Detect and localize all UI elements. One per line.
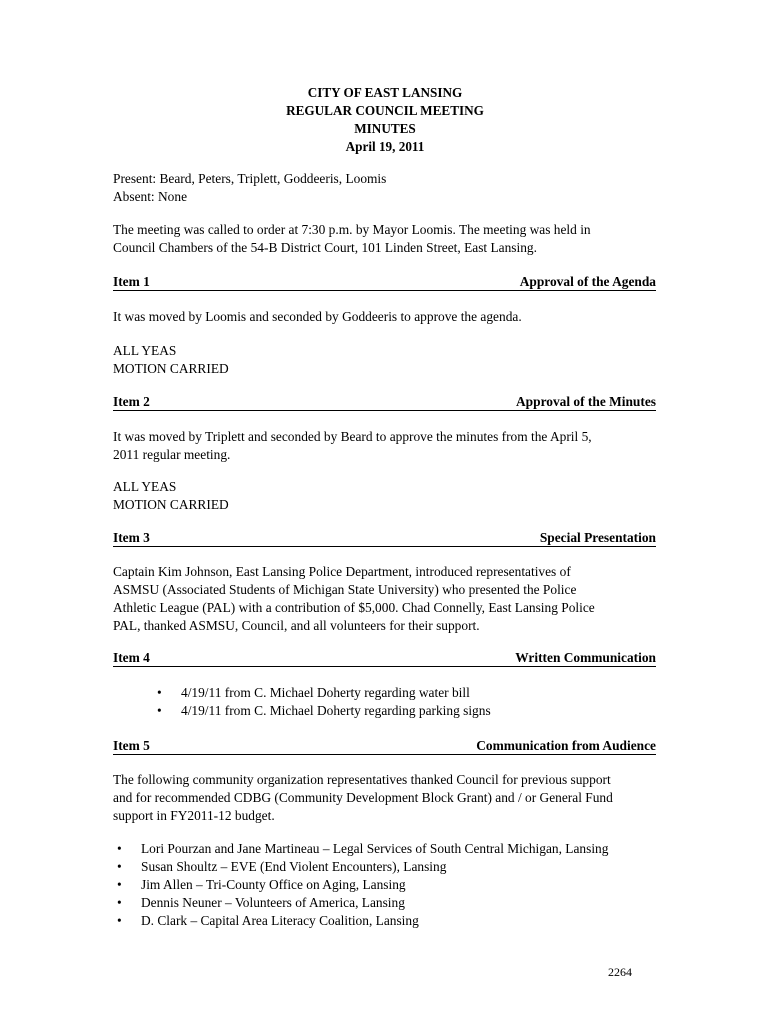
vote-result: ALL YEAS bbox=[113, 479, 177, 494]
vote-result: ALL YEAS bbox=[113, 343, 177, 358]
item-2-body bbox=[113, 428, 658, 464]
item-label: Item 3 bbox=[113, 530, 150, 545]
item-1-vote bbox=[113, 342, 658, 378]
document-header bbox=[0, 84, 770, 156]
item-4-heading bbox=[113, 649, 656, 667]
attendance bbox=[113, 170, 658, 206]
call-to-order-line: The meeting was called to order at 7:30 p.m. by Mayor Loomis. The meeting was held in bbox=[113, 222, 591, 237]
item-title: Approval of the Minutes bbox=[516, 394, 656, 409]
item-title: Communication from Audience bbox=[476, 738, 656, 753]
meeting-title: REGULAR COUNCIL MEETING bbox=[286, 103, 484, 118]
item-3-body bbox=[113, 563, 658, 635]
item-text: Captain Kim Johnson, East Lansing Police Department, introduced representatives of bbox=[113, 564, 571, 579]
item-text: 2011 regular meeting. bbox=[113, 447, 231, 462]
list-item: • Lori Pourzan and Jane Martineau – Legal Services of South Central Michigan, Lansing bbox=[141, 840, 661, 858]
list-item: • D. Clark – Capital Area Literacy Coalition, Lansing bbox=[141, 912, 661, 930]
motion-result: MOTION CARRIED bbox=[113, 361, 229, 376]
item-2-heading bbox=[113, 393, 656, 411]
item-3-heading bbox=[113, 529, 656, 547]
list-item: • Jim Allen – Tri-County Office on Aging, Lansing bbox=[141, 876, 661, 894]
meeting-date: April 19, 2011 bbox=[345, 139, 425, 154]
list-item: • 4/19/11 from C. Michael Doherty regarding parking signs bbox=[181, 702, 651, 720]
item-title: Approval of the Agenda bbox=[519, 274, 656, 289]
motion-result: MOTION CARRIED bbox=[113, 497, 229, 512]
item-label: Item 5 bbox=[113, 738, 150, 753]
list-item: • Susan Shoultz – EVE (End Violent Encounters), Lansing bbox=[141, 858, 661, 876]
list-item: • Dennis Neuner – Volunteers of America, Lansing bbox=[141, 894, 661, 912]
item-text: PAL, thanked ASMSU, Council, and all volunteers for their support. bbox=[113, 618, 480, 633]
item-5-heading bbox=[113, 737, 656, 755]
minutes-title: MINUTES bbox=[354, 121, 416, 136]
city-title: CITY OF EAST LANSING bbox=[307, 85, 463, 100]
item-text: support in FY2011-12 budget. bbox=[113, 808, 275, 823]
item-text: and for recommended CDBG (Community Development Block Grant) and / or General Fund bbox=[113, 790, 613, 805]
item-5-body bbox=[113, 771, 658, 825]
list-item: • 4/19/11 from C. Michael Doherty regarding water bill bbox=[181, 684, 651, 702]
item-text: It was moved by Loomis and seconded by Goddeeris to approve the agenda. bbox=[113, 309, 522, 324]
present-line: Present: Beard, Peters, Triplett, Goddeeris, Loomis bbox=[113, 171, 387, 186]
item-1-body bbox=[113, 308, 658, 326]
item-label: Item 2 bbox=[113, 394, 150, 409]
item-label: Item 1 bbox=[113, 274, 150, 289]
item-title: Special Presentation bbox=[539, 530, 656, 545]
call-to-order-line: Council Chambers of the 54-B District Court, 101 Linden Street, East Lansing. bbox=[113, 240, 537, 255]
item-text: ASMSU (Associated Students of Michigan State University) who presented the Police bbox=[113, 582, 577, 597]
item-5-list bbox=[141, 840, 661, 930]
page-number: 2264 bbox=[608, 965, 632, 979]
absent-line: Absent: None bbox=[113, 189, 188, 204]
item-4-list bbox=[181, 684, 651, 720]
item-text: It was moved by Triplett and seconded by Beard to approve the minutes from the April 5, bbox=[113, 429, 592, 444]
item-2-vote bbox=[113, 478, 658, 514]
item-text: Athletic League (PAL) with a contribution of $5,000. Chad Connelly, East Lansing Police bbox=[113, 600, 595, 615]
call-to-order bbox=[113, 221, 658, 257]
item-text: The following community organization representatives thanked Council for previous support bbox=[113, 772, 611, 787]
item-title: Written Communication bbox=[515, 650, 656, 665]
item-1-heading bbox=[113, 273, 656, 291]
item-label: Item 4 bbox=[113, 650, 150, 665]
